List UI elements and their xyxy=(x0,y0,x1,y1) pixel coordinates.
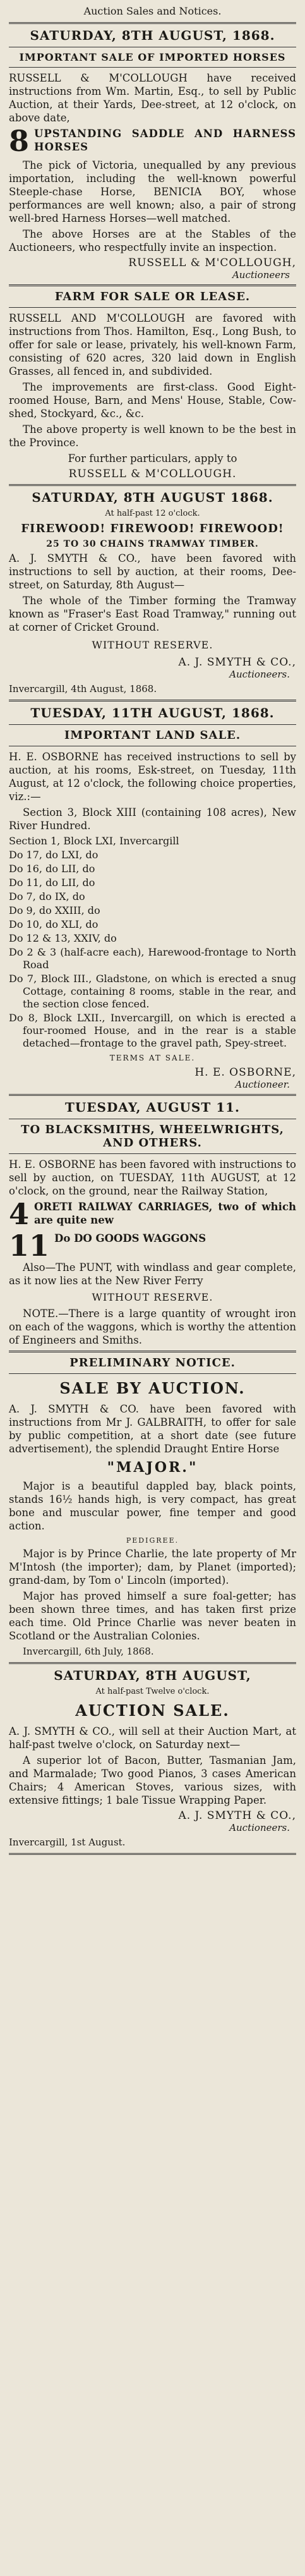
ad-body: The above Horses are at the Stables of the Auctioneers, who respectfully invite an inspection. xyxy=(9,228,296,253)
ad-note: NOTE.—There is a large quantity of wrought iron on each of the waggons, which is worthy the attention of Engineers and Smiths. xyxy=(9,1308,296,1346)
signature-title: Auctioneers. xyxy=(229,1822,290,1833)
ad-banner: SALE BY AUCTION. xyxy=(59,1379,246,1397)
ad-body: RUSSELL AND M'COLLOUGH are favored with instructions from Thos. Hamilton, Esq., Long Bush, to offer for sale or lease, privately, his well-known Farm, consisting of 620 acres, 320 laid down in English Grasses, all fenced in, and subdivided. xyxy=(9,312,296,377)
lot-item: Section 1, Block LXI, Invercargill xyxy=(9,835,179,847)
ad-body: Major is by Prince Charlie, the late property of Mr M'Intosh (the importer); dam, by Planet (imported); grand-dam, by Tom o' Lincoln (imported). xyxy=(9,1548,296,1586)
ad-body: RUSSELL & M'COLLOUGH have received instructions from Wm. Martin, Esq., to sell by Public Auction, at their Yards, Dee-street, at 12 o'clock, on above date, xyxy=(9,72,296,124)
ad-title: TO BLACKSMITHS, WHEELWRIGHTS, AND OTHERS. xyxy=(21,1123,284,1150)
ad-title: FARM FOR SALE OR LEASE. xyxy=(54,290,251,303)
lot-line xyxy=(9,124,296,158)
pedigree-heading: PEDIGREE. xyxy=(126,1536,179,1545)
signature: RUSSELL & M'COLLOUGH. xyxy=(68,468,237,480)
ad-body: The improvements are first-class. Good Eight-roomed House, Barn, and Mens' House, Stable, Cow-shed, Stockyard, &c., &c. xyxy=(9,381,296,420)
ad-title: IMPORTANT SALE OF IMPORTED HORSES xyxy=(19,51,286,63)
ad-subtitle: 25 TO 30 CHAINS TRAMWAY TIMBER. xyxy=(46,539,259,549)
lot-description: UPSTANDING SADDLE AND HARNESS HORSES xyxy=(34,128,296,153)
ad-body: A superior lot of Bacon, Butter, Tasmanian Jam, and Marmalade; Two good Pianos, 3 cases American Chairs; 4 American Stoves, various sizes, with extensive fittings; 1 bale Tissue Wrapping Paper. xyxy=(9,1754,296,1806)
lot-line xyxy=(9,1229,296,1263)
divider xyxy=(9,1094,296,1096)
lot-item: Do 17, do LXI, do xyxy=(9,849,99,861)
ad-date: TUESDAY, AUGUST 11. xyxy=(64,1100,241,1115)
ad-time: At half-past Twelve o'clock. xyxy=(95,1687,210,1696)
without-reserve: WITHOUT RESERVE. xyxy=(92,1291,213,1303)
signature: A. J. SMYTH & CO., xyxy=(178,1809,296,1822)
ad-body: H. E. OSBORNE has been favored with instructions to sell by auction, on TUESDAY, 11th AUGUST, at 12 o'clock, on the ground, near the Railway Station, xyxy=(9,1158,296,1197)
ad-body: The above property is well known to be the best in the Province. xyxy=(9,423,296,449)
lot-item: Do 7, do IX, do xyxy=(9,890,85,902)
ad-body: A. J. SMYTH & CO., will sell at their Auction Mart, at half-past twelve o'clock, on Saturday next— xyxy=(9,1725,296,1751)
ad-banner: AUCTION SALE. xyxy=(75,1701,230,1720)
lot-item: Do 12 & 13, XXIV, do xyxy=(9,932,117,944)
ad-body: Major has proved himself a sure foal-getter; has been shown three times, and has taken first prize each time. Old Prince Charlie was never beaten in Scotland or the Australian Colonies. xyxy=(9,1590,296,1642)
ad-imported-horses xyxy=(9,28,296,281)
lot-description: ORETI RAILWAY CARRIAGES, two of which are quite new xyxy=(34,1201,296,1226)
divider xyxy=(9,700,296,702)
divider xyxy=(9,724,296,725)
terms: TERMS AT SALE. xyxy=(109,1054,196,1062)
lot-item: Do 9, do XXIII, do xyxy=(9,904,100,916)
ad-body: H. E. OSBORNE has received instructions to sell by auction, at his rooms, Esk-street, on Tuesday, 11th August, at 12 o'clock, the following choice properties, viz.:— xyxy=(9,751,296,803)
divider xyxy=(9,67,296,68)
lot-line xyxy=(9,1197,296,1231)
dateline: Invercargill, 6th July, 1868. xyxy=(23,1646,154,1657)
without-reserve: WITHOUT RESERVE. xyxy=(92,639,213,651)
lot-item: Do 11, do LII, do xyxy=(9,877,95,889)
ad-body: A. J. SMYTH & CO. have been favored with instructions from Mr J. GALBRAITH, to offer for sale by public competition, at a short date (see future advertisement), the splendid Draught Entire Horse xyxy=(9,1403,296,1455)
lot-count: 8 xyxy=(9,124,30,158)
ad-body: For further particulars, apply to xyxy=(68,453,237,465)
ad-body: The pick of Victoria, unequalled by any previous importation, including the well-known powerful Steeple-chase Horse, BENICIA BOY, whose performances are well known; also, a pair of strong well-bred Harness Horses—well matched. xyxy=(9,159,296,224)
ad-body: Section 3, Block XIII (containing 108 acres), New River Hundred. xyxy=(9,806,296,832)
divider xyxy=(9,22,296,24)
ad-farm xyxy=(9,290,296,480)
lot-item: Do 2 & 3 (half-acre each), Harewood-frontage to North Road xyxy=(9,946,296,971)
section-header: Auction Sales and Notices. xyxy=(83,5,222,17)
ad-title: FIREWOOD! FIREWOOD! FIREWOOD! xyxy=(21,522,284,535)
divider xyxy=(9,1662,296,1664)
ad-land-sale xyxy=(9,705,296,1090)
ad-title: PRELIMINARY NOTICE. xyxy=(69,1356,236,1370)
signature: H. E. OSBORNE, xyxy=(194,1066,296,1079)
ad-auction-sale xyxy=(9,1668,296,1849)
divider xyxy=(9,1373,296,1374)
ad-body: A. J. SMYTH & CO., have been favored with instructions to sell by auction, at their rooms, Dee-street, on Saturday, 8th August— xyxy=(9,552,296,591)
divider xyxy=(9,284,296,286)
ad-date: SATURDAY, 8TH AUGUST, xyxy=(54,1668,251,1683)
signature: RUSSELL & M'COLLOUGH, xyxy=(128,257,296,269)
ad-title: IMPORTANT LAND SALE. xyxy=(64,729,241,742)
ad-body: Major is a beautiful dappled bay, black points, stands 16½ hands high, is very compact, has great bone and muscular power, fine temper and good action. xyxy=(9,1480,296,1532)
ad-body: The whole of the Timber forming the Tramway known as "Fraser's East Road Tramway," running out at corner of Cricket Ground. xyxy=(9,595,296,633)
lot-item: Do 10, do XLI, do xyxy=(9,918,99,930)
divider xyxy=(9,307,296,308)
dateline: Invercargill, 4th August, 1868. xyxy=(9,683,157,695)
divider xyxy=(9,1853,296,1855)
ad-body: Also—The PUNT, with windlass and gear complete, as it now lies at the New River Ferry xyxy=(9,1261,296,1287)
lot-item: Do 8, Block LXII., Invercargill, on which is erected a four-roomed House, and in the rear is a stable detached—frontage to the gravel path, Spey-street. xyxy=(9,1012,296,1049)
ad-date: TUESDAY, 11TH AUGUST, 1868. xyxy=(30,705,275,720)
ad-firewood xyxy=(9,490,296,696)
lot-count: 4 xyxy=(9,1197,30,1231)
ad-date: SATURDAY, 8TH AUGUST 1868. xyxy=(32,490,273,505)
signature-title: Auctioneers xyxy=(232,269,290,281)
divider xyxy=(9,484,296,486)
dateline: Invercargill, 1st August. xyxy=(9,1837,126,1848)
signature: A. J. SMYTH & CO., xyxy=(178,656,296,669)
ad-railway-carriages xyxy=(9,1100,296,1347)
lot-item: Do 7, Block III., Gladstone, on which is erected a snug Cottage, containing 8 rooms, stable in the rear, and the section close fenced. xyxy=(9,973,296,1010)
lot-count: 11 xyxy=(9,1229,50,1263)
divider xyxy=(9,1153,296,1154)
ad-date: SATURDAY, 8TH AUGUST, 1868. xyxy=(30,28,275,43)
signature-title: Auctioneer. xyxy=(235,1079,290,1090)
lot-description: Do DO GOODS WAGGONS xyxy=(54,1232,206,1244)
ad-major-horse xyxy=(9,1356,296,1658)
divider xyxy=(9,1351,296,1352)
lot-item: Do 16, do LII, do xyxy=(9,863,95,875)
horse-name: "MAJOR." xyxy=(107,1459,198,1476)
ad-time: At half-past 12 o'clock. xyxy=(105,509,200,518)
signature-title: Auctioneers. xyxy=(229,669,290,680)
